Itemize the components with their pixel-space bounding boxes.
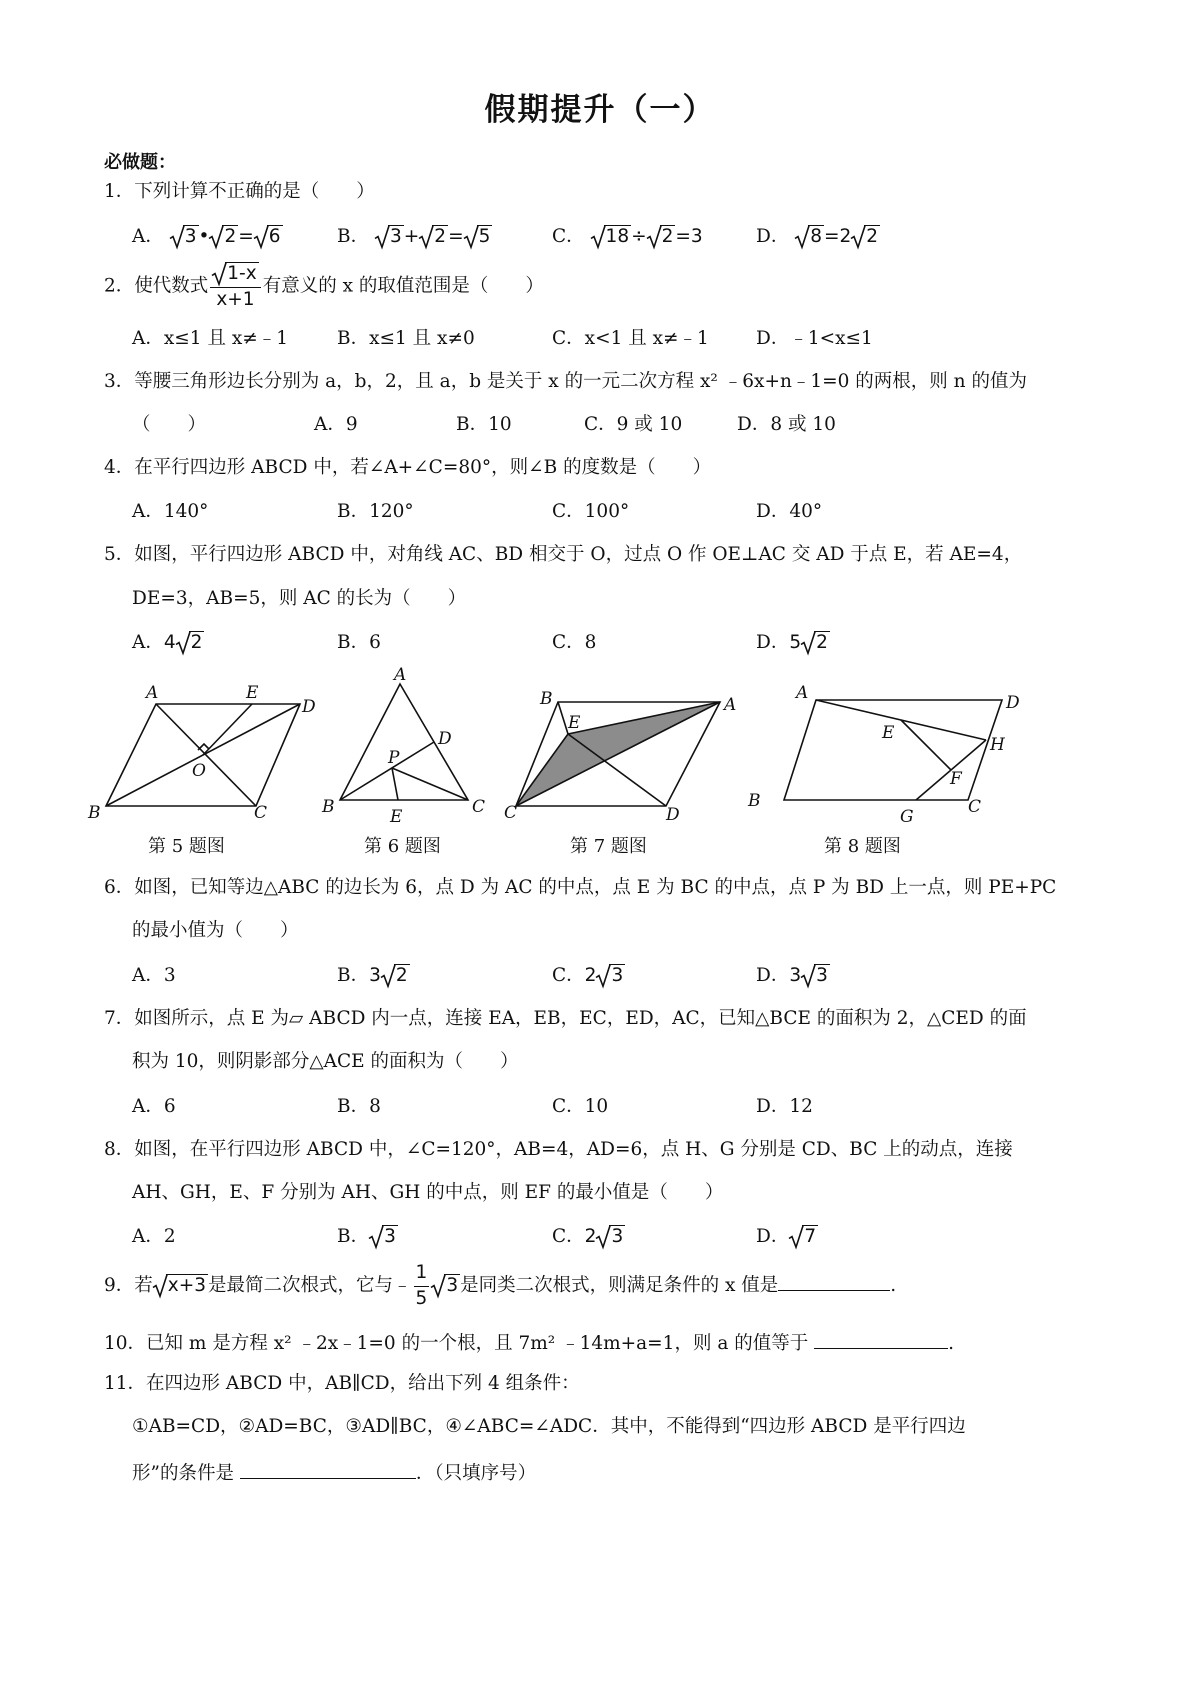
question-6-options: [132, 961, 1132, 991]
q1-option-a: A． 3 • 2 = 6: [132, 226, 281, 247]
q3-option-c: C．9 或 10: [584, 414, 683, 435]
fig5-label-e: E: [246, 683, 259, 703]
question-10-stem: 10．已知 m 是方程 x² ﹣2x﹣1=0 的一个根，且 7m² ﹣14m+a=1，则 a 的值等于 .: [104, 1326, 954, 1358]
q4-option-b: B．120°: [337, 501, 414, 522]
fig7-label-b: B: [540, 689, 553, 709]
question-2-stem: 2．使代数式 $\frac{1-x}{x+1}$ 有意义的 x 的取值范围是（ ）: [104, 263, 544, 311]
figure-6-triangle: [320, 660, 500, 830]
question-1-options: [132, 222, 1132, 252]
question-6-stem-2: 的最小值为（ ）: [132, 920, 299, 941]
q1-option-b: B． 3 + 2 = 5: [337, 226, 491, 247]
fig8-label-c: C: [968, 797, 982, 817]
q7-option-d: D．12: [756, 1096, 813, 1117]
q9-answer-blank[interactable]: [778, 1268, 890, 1291]
fig8-label-g: G: [900, 807, 914, 827]
q6-option-a: A．3: [132, 965, 176, 986]
question-6-stem-1: 6．如图，已知等边△ABC 的边长为 6，点 D 为 AC 的中点，点 E 为 BC 的中点，点 P 为 BD 上一点，则 PE+PC: [104, 877, 1057, 898]
fig5-label-a: A: [146, 683, 159, 703]
fig6-label-p: P: [388, 748, 400, 768]
q6-option-c: C．2 3: [552, 965, 624, 986]
page-title: 假期提升（一）: [484, 92, 716, 128]
question-2-options: [132, 324, 1132, 354]
question-8-stem-2: AH、GH，E、F 分别为 AH、GH 的中点，则 EF 的最小值是（ ）: [132, 1182, 724, 1203]
q6-option-b: B．3 2: [337, 965, 408, 986]
q2-option-a: A．x≤1 且 x≠﹣1: [132, 328, 289, 349]
fig7-label-e: E: [568, 713, 581, 733]
fig6-label-c: C: [472, 797, 486, 817]
q1-option-d: D． 8 =2 2: [756, 226, 879, 247]
question-7-stem-2: 积为 10，则阴影部分△ACE 的面积为（ ）: [132, 1051, 519, 1072]
q3-option-b: B．10: [456, 414, 512, 435]
question-11-answer-line: 形”的条件是 ．（只填序号）: [132, 1456, 536, 1488]
question-5-options: [132, 628, 1132, 658]
q4-option-d: D．40°: [756, 501, 823, 522]
question-3-options: [132, 410, 1132, 440]
figure-6-caption: 第 6 题图: [364, 836, 441, 857]
fig6-label-d: D: [438, 729, 452, 749]
q5-option-d: D．5 2: [756, 632, 828, 653]
q7-option-a: A．6: [132, 1096, 176, 1117]
question-7-stem-1: 7．如图所示，点 E 为▱ ABCD 内一点，连接 EA，EB，EC，ED，AC，已知△BCE 的面积为 2，△CED 的面: [104, 1008, 1027, 1029]
fig5-label-b: B: [88, 803, 101, 823]
q5-option-a: A．4 2: [132, 632, 203, 653]
question-11-conditions: ①AB=CD，②AD=BC，③AD∥BC，④∠ABC=∠ADC．其中，不能得到“四边形 ABCD 是平行四边: [132, 1416, 966, 1437]
fig5-label-c: C: [254, 803, 268, 823]
fig8-label-a: A: [796, 683, 809, 703]
question-3-stem: 3．等腰三角形边长分别为 a，b，2，且 a，b 是关于 x 的一元二次方程 x² ﹣6x+n﹣1=0 的两根，则 n 的值为: [104, 371, 1027, 392]
q4-option-c: C．100°: [552, 501, 630, 522]
fig8-label-d: D: [1006, 693, 1020, 713]
fig6-label-b: B: [322, 797, 335, 817]
q4-option-a: A．140°: [132, 501, 209, 522]
fig6-label-a: A: [394, 665, 407, 685]
q5-option-b: B．6: [337, 632, 381, 653]
fig8-label-e: E: [882, 723, 895, 743]
question-7-options: [132, 1092, 1132, 1122]
q8-option-a: A．2: [132, 1226, 176, 1247]
question-5-stem-2: DE=3，AB=5，则 AC 的长为（ ）: [132, 588, 467, 609]
q6-option-d: D．3 3: [756, 965, 828, 986]
fig7-label-d: D: [666, 805, 680, 825]
q3-answer-paren: （ ）: [132, 414, 207, 435]
figure-5-parallelogram: [86, 680, 326, 825]
q7-option-b: B．8: [337, 1096, 381, 1117]
question-11-stem: 11．在四边形 ABCD 中，AB∥CD，给出下列 4 组条件：: [104, 1373, 580, 1394]
q10-answer-blank[interactable]: [814, 1326, 948, 1349]
q2-option-b: B．x≤1 且 x≠0: [337, 328, 475, 349]
q2-fraction: $\frac{1-x}{x+1}$: [210, 262, 260, 311]
fig6-label-e: E: [390, 807, 403, 827]
q8-option-c: C．2 3: [552, 1226, 624, 1247]
q8-option-d: D． 7: [756, 1226, 817, 1247]
question-4-stem: 4．在平行四边形 ABCD 中，若∠A+∠C=80°，则∠B 的度数是（ ）: [104, 457, 712, 478]
question-4-options: [132, 497, 1132, 527]
fig5-label-o: O: [192, 761, 206, 781]
fig8-label-b: B: [748, 791, 761, 811]
fig8-label-f: F: [950, 769, 962, 789]
q8-option-b: B． 3: [337, 1226, 396, 1247]
question-5-stem-1: 5．如图，平行四边形 ABCD 中，对角线 AC、BD 相交于 O，过点 O 作 OE⊥AC 交 AD 于点 E，若 AE=4，: [104, 544, 1023, 565]
question-9-stem: 9．若 x+3 是最简二次根式，它与﹣ $\frac{1}{5}$ 3 是同类二次根式，则满足条件的 x 值是 .: [104, 1262, 897, 1309]
q3-option-d: D．8 或 10: [737, 414, 836, 435]
question-8-options: [132, 1222, 1132, 1252]
q11-answer-blank[interactable]: [240, 1456, 416, 1479]
fig7-label-c: C: [504, 803, 518, 823]
question-8-stem-1: 8．如图，在平行四边形 ABCD 中，∠C=120°，AB=4，AD=6，点 H、G 分别是 CD、BC 上的动点，连接: [104, 1139, 1013, 1160]
figure-8-parallelogram: [740, 678, 1040, 828]
fig7-label-a: A: [724, 695, 737, 715]
q3-option-a: A．9: [314, 414, 358, 435]
q2-option-c: C．x<1 且 x≠﹣1: [552, 328, 709, 349]
figure-8-caption: 第 8 题图: [824, 836, 901, 857]
figure-7-shaded-parallelogram: [498, 680, 748, 825]
q2-option-d: D．﹣1<x≤1: [756, 328, 873, 349]
fig8-label-h: H: [990, 735, 1005, 755]
figure-5-caption: 第 5 题图: [148, 836, 225, 857]
q7-option-c: C．10: [552, 1096, 609, 1117]
section-heading: 必做题：: [104, 152, 176, 173]
q5-option-c: C．8: [552, 632, 597, 653]
question-1-stem: 1．下列计算不正确的是（ ）: [104, 181, 375, 202]
q1-option-c: C． 18 ÷ 2 =3: [552, 226, 703, 247]
fig5-label-d: D: [302, 697, 316, 717]
figure-7-caption: 第 7 题图: [570, 836, 647, 857]
